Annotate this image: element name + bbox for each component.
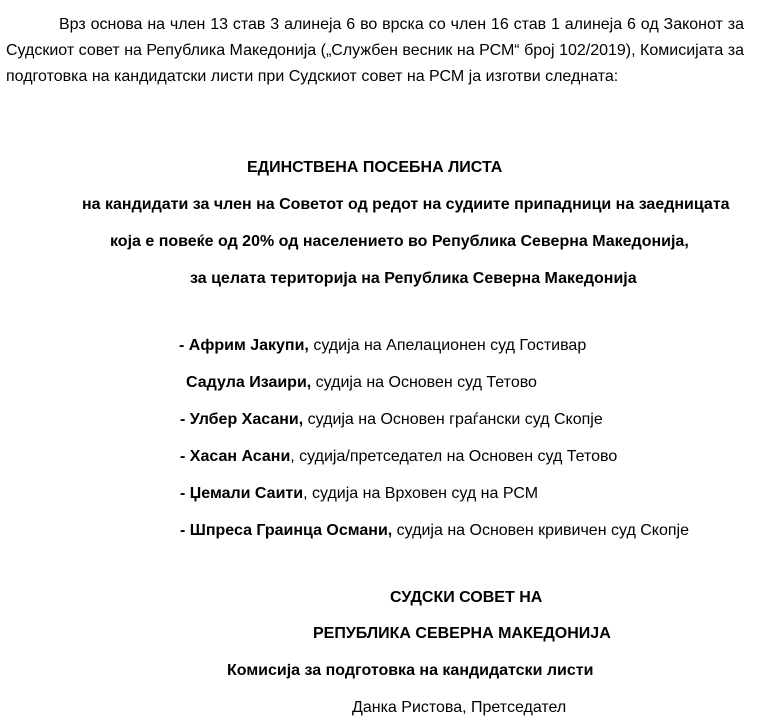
signature-republic-line: РЕПУБЛИКА СЕВЕРНА МАКЕДОНИЈА <box>313 625 611 642</box>
candidate-item <box>186 373 537 393</box>
list-subtitle-line-2: која е повеќе од 20% од населението во Република Северна Македонија, <box>110 233 689 250</box>
candidate-role: , судија на Врховен суд на РСМ <box>303 485 539 502</box>
candidate-item <box>180 447 617 467</box>
list-title: ЕДИНСТВЕНА ПОСЕБНА ЛИСТА <box>247 159 503 176</box>
candidate-role: судија на Основен суд Тетово <box>311 374 537 391</box>
candidate-name: - Хасан Асани <box>180 448 291 465</box>
list-subtitle-line-3: за целата територија на Република Северна Македонија <box>190 270 637 287</box>
signature-president-line: Данка Ристова, Претседател <box>352 699 567 716</box>
candidate-role: , судија/претседател на Основен суд Тетово <box>290 448 618 465</box>
candidate-name: - Џемали Саити <box>180 485 304 502</box>
list-subtitle-line-1: на кандидати за член на Советот од редот на судиите припадници на заедницата <box>82 196 730 213</box>
candidate-role: судија на Основен кривичен суд Скопје <box>392 522 689 539</box>
candidate-name: Садула Изаири, <box>186 374 312 391</box>
candidate-item <box>180 521 689 541</box>
candidate-item <box>179 336 586 356</box>
signature-commission-line: Комисија за подготовка на кандидатски листи <box>227 662 594 679</box>
candidate-role: судија на Основен граѓански суд Скопје <box>303 411 603 428</box>
candidate-role: судија на Апелационен суд Гостивар <box>308 337 587 354</box>
candidate-item <box>180 484 538 504</box>
signature-council-line: СУДСКИ СОВЕТ НА <box>390 589 543 606</box>
candidate-name: - Улбер Хасани, <box>180 411 304 428</box>
candidate-name: - Шпреса Граинца Османи, <box>180 522 393 539</box>
intro-paragraph: Врз основа на член 13 став 3 алинеја 6 во врска со член 16 став 1 алинеја 6 од Законот за Судскиот совет на Република Македонија („Службен весник на РСМ“ број 102/2019), Комисијата за подготовка на кандидатски листи при Судскиот совет на РСМ ја изготви следната: <box>6 16 744 85</box>
candidate-item <box>180 410 603 430</box>
candidate-name: - Африм Јакупи, <box>179 337 309 354</box>
